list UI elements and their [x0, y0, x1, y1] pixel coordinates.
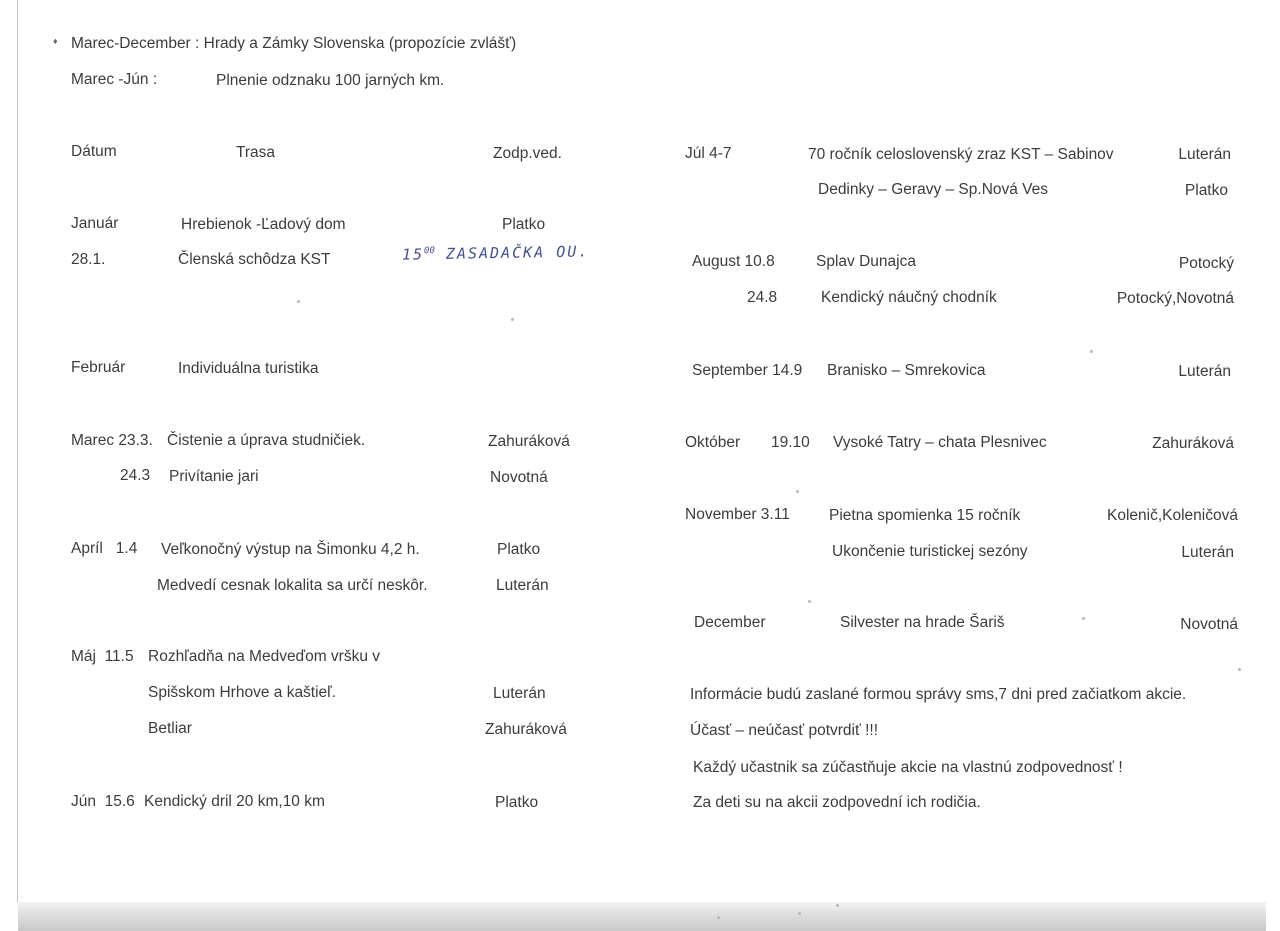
note-confirm: Účasť – neúčasť potvrdiť !!! [690, 722, 879, 739]
nov1-route: Pietna spomienka 15 ročník [829, 507, 1021, 524]
nov2-route: Ukončenie turistickej sezóny [832, 543, 1028, 560]
marec1-leader: Zahuráková [488, 433, 570, 450]
scan-speck [717, 916, 720, 919]
jul2-route: Dedinky – Geravy – Sp.Nová Ves [818, 181, 1049, 198]
jul1-date: Júl 4-7 [685, 145, 732, 162]
april1-leader: Platko [497, 541, 541, 558]
jun-date: Jún 15.6 [71, 793, 135, 810]
scan-bottom-shadow [18, 902, 1266, 931]
januar-date: Január [71, 215, 119, 232]
scan-speck [836, 904, 839, 907]
schodza-date: 28.1. [71, 251, 106, 268]
okt-date-day: 19.10 [771, 434, 810, 451]
column-leader-heading: Zodp.ved. [493, 145, 562, 162]
nov2-leader: Luterán [1181, 544, 1234, 561]
maj1-route: Rozhľadňa na Medveďom vršku v [148, 648, 381, 665]
sep-leader: Luterán [1178, 363, 1231, 380]
aug2-route: Kendický náučný chodník [821, 289, 997, 306]
februar-route: Individuálna turistika [178, 360, 319, 377]
april2-route: Medvedí cesnak lokalita sa určí neskôr. [157, 577, 428, 594]
april2-leader: Luterán [496, 577, 549, 594]
schodza-route: Členská schôdza KST [178, 251, 331, 268]
scan-speck [796, 490, 799, 493]
maj3-route: Betliar [148, 720, 192, 737]
nov1-leader: Kolenič,Koleničová [1107, 507, 1238, 524]
column-route-heading: Trasa [236, 144, 276, 161]
april1-route: Veľkonočný výstup na Šimonku 4,2 h. [161, 541, 420, 558]
okt-route: Vysoké Tatry – chata Plesnivec [833, 434, 1047, 451]
bullet-mark: ♦ [53, 36, 58, 46]
marec1-date: Marec 23.3. [71, 432, 153, 449]
aug1-date: August 10.8 [692, 253, 775, 270]
scan-speck [798, 912, 801, 915]
marec2-date: 24.3 [120, 467, 151, 484]
column-date-heading: Dátum [71, 143, 117, 160]
jul1-leader: Luterán [1178, 146, 1231, 163]
handwritten-place: ZASADAČKA OU. [445, 242, 590, 263]
sep-route: Branisko – Smrekovica [827, 362, 986, 379]
handwritten-note [402, 242, 590, 263]
handwritten-time: 15 [401, 245, 425, 264]
header-line-2-label: Marec -Jún : [71, 71, 158, 88]
jul2-leader: Platko [1184, 182, 1228, 199]
jun-route: Kendický dril 20 km,10 km [144, 793, 325, 810]
nov1-date: November 3.11 [685, 506, 790, 523]
header-line-2-text: Plnenie odznaku 100 jarných km. [216, 72, 445, 89]
okt-date: Október [685, 434, 741, 451]
aug1-leader: Potocký [1178, 255, 1234, 272]
okt-leader: Zahuráková [1152, 435, 1234, 452]
page-left-edge [17, 0, 18, 902]
jun-leader: Platko [495, 794, 539, 811]
note-responsibility: Každý učastnik sa zúčastňuje akcie na vlastnú zodpovednosť ! [693, 759, 1123, 776]
note-children: Za deti su na akcii zodpovední ich rodičia. [693, 794, 981, 811]
januar-leader: Platko [502, 216, 546, 233]
handwritten-time-minutes: 00 [423, 246, 435, 257]
note-sms: Informácie budú zaslané formou správy sms,7 dni pred začiatkom akcie. [690, 686, 1187, 703]
dec-route: Silvester na hrade Šariš [840, 614, 1005, 631]
aug2-leader: Potocký,Novotná [1116, 290, 1234, 307]
maj2-leader: Luterán [493, 685, 546, 702]
dec-leader: Novotná [1180, 616, 1238, 633]
maj3-leader: Zahuráková [485, 721, 567, 738]
dec-date: December [694, 614, 766, 631]
marec2-route: Privítanie jari [169, 468, 259, 485]
maj2-route: Spišskom Hrhove a kaštieľ. [148, 684, 337, 701]
scan-speck [1090, 350, 1093, 353]
januar-route: Hrebienok -Ľadový dom [181, 216, 346, 233]
maj1-date: Máj 11.5 [71, 648, 134, 665]
header-line-1: Marec-December : Hrady a Zámky Slovenska (propozície zvlášť) [71, 35, 517, 52]
marec2-leader: Novotná [490, 469, 548, 486]
scan-speck [297, 300, 300, 303]
aug2-date: 24.8 [747, 289, 778, 306]
scan-speck [511, 318, 514, 321]
april1-date: Apríl 1.4 [71, 540, 138, 557]
sep-date: September 14.9 [692, 362, 803, 379]
scan-speck [1082, 617, 1085, 620]
februar-date: Február [71, 359, 126, 376]
scan-speck [808, 600, 811, 603]
jul1-route: 70 ročník celoslovenský zraz KST – Sabinov [808, 146, 1114, 163]
aug1-route: Splav Dunajca [816, 253, 916, 270]
marec1-route: Čistenie a úprava studničiek. [167, 432, 366, 449]
scan-speck [1238, 668, 1241, 671]
